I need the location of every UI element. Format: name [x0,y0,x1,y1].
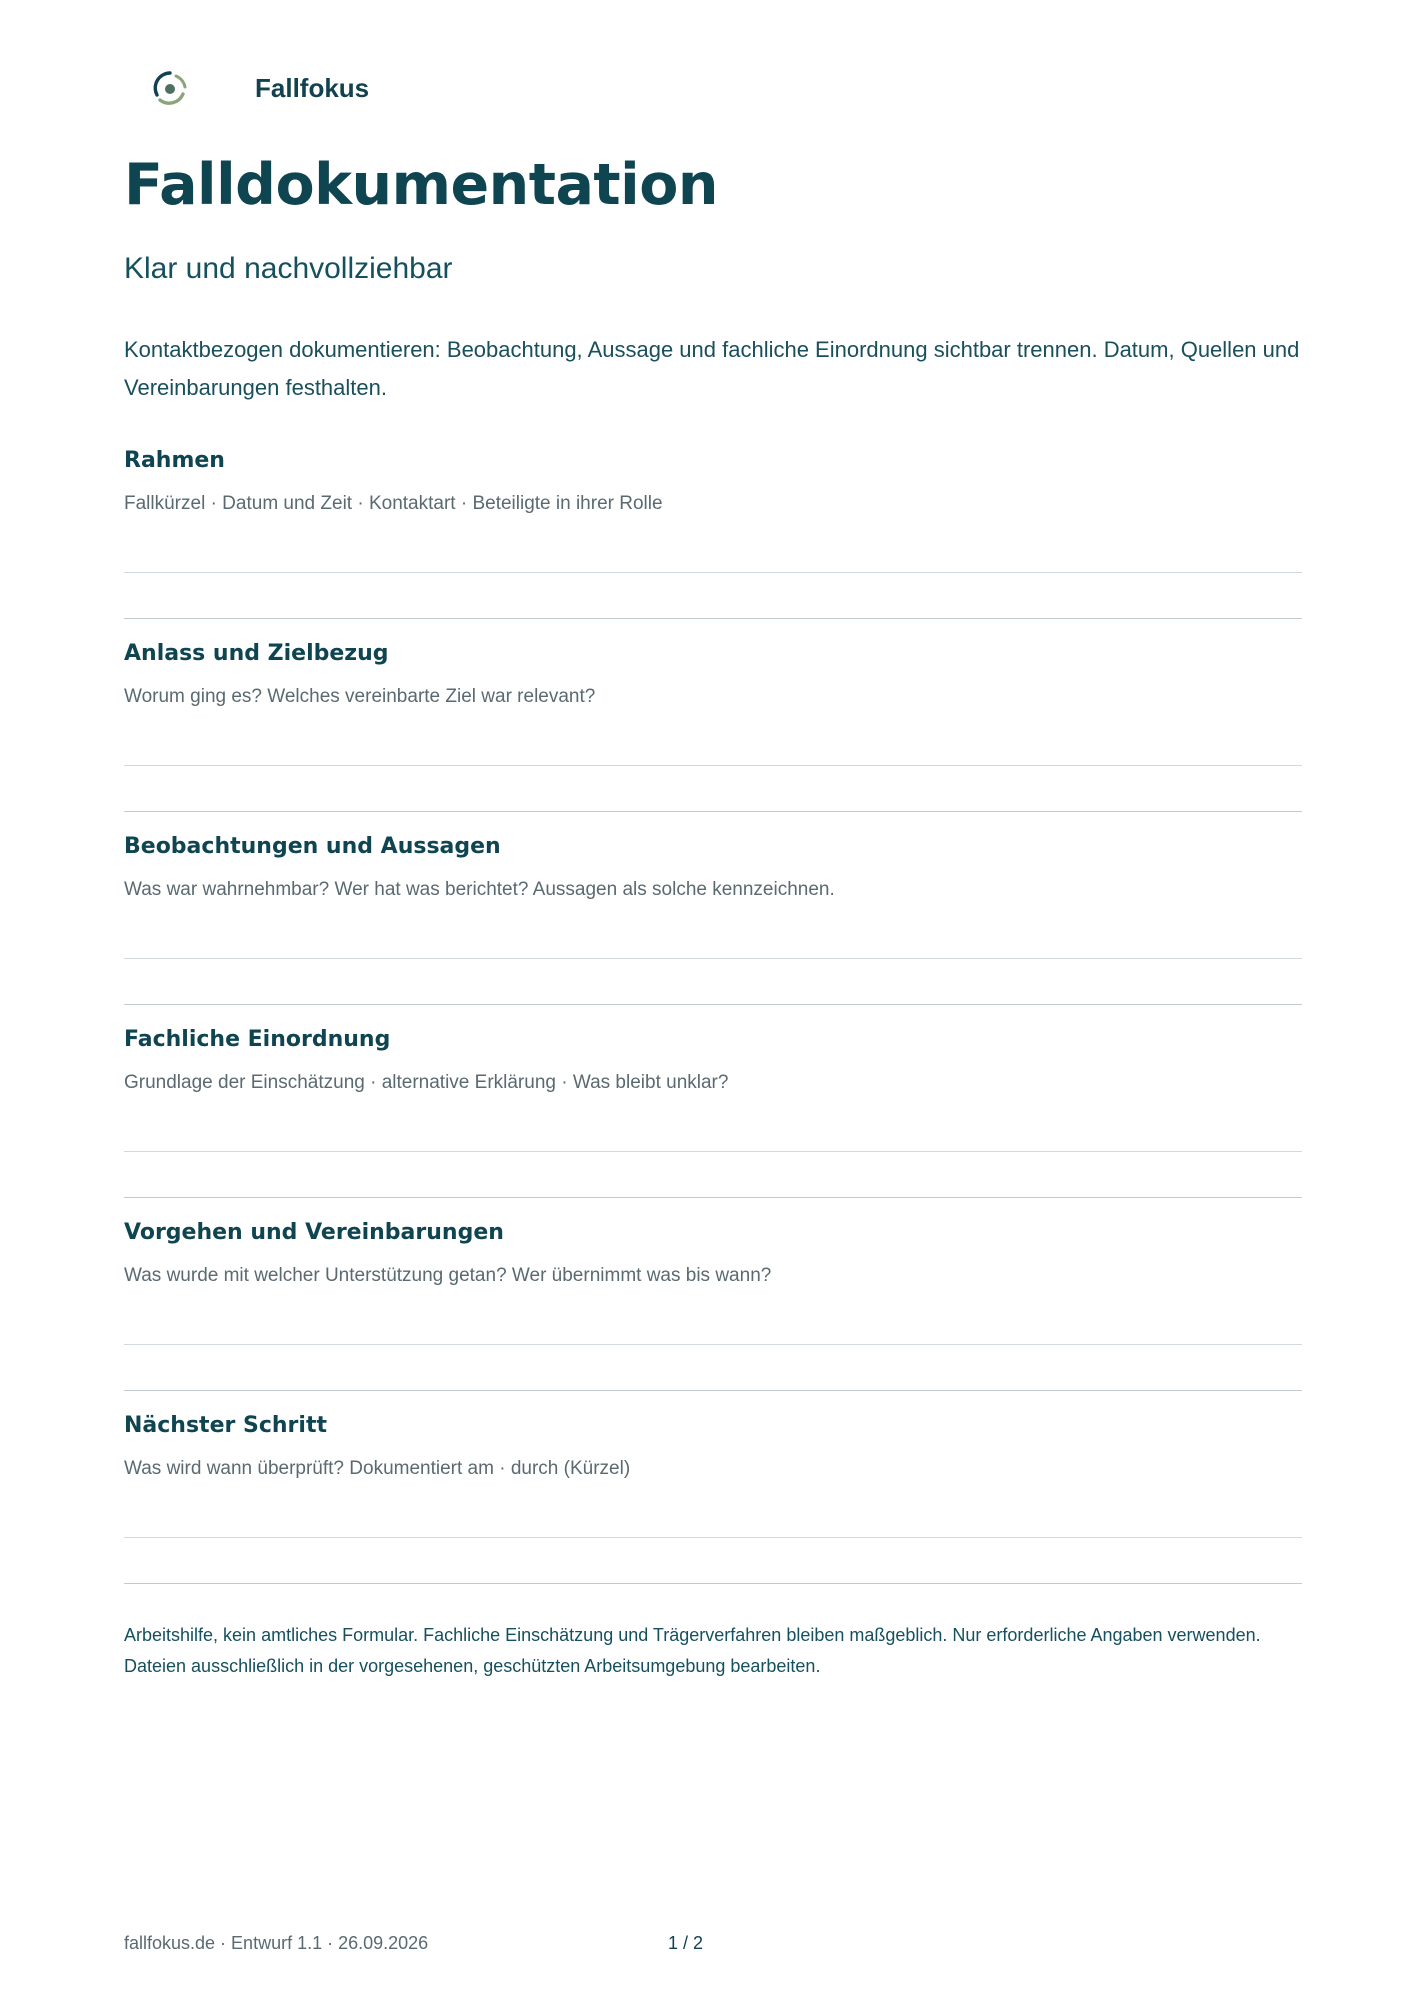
section-divider [124,1197,1302,1198]
writing-line[interactable] [124,1344,1302,1345]
section-heading: Beobachtungen und Aussagen [124,834,501,859]
writing-line[interactable] [124,572,1302,573]
section-hint: Fallkürzel · Datum und Zeit · Kontaktart · Beteiligte in ihrer Rolle [124,493,663,514]
section-hint: Was wurde mit welcher Unterstützung getan? Wer übernimmt was bis wann? [124,1265,772,1286]
brand-header [152,70,370,106]
writing-line[interactable] [124,1537,1302,1538]
disclaimer-text: Arbeitshilfe, kein amtliches Formular. Fachliche Einschätzung und Trägerverfahren bleiben maßgeblich. Nur erforderliche Angaben verwenden. Dateien ausschließlich in der vorgesehenen, geschützten Arbeitsumgebung bearbeiten. [124,1625,1261,1676]
section-heading: Vorgehen und Vereinbarungen [124,1220,504,1245]
section-divider [124,1390,1302,1391]
section-heading: Anlass und Zielbezug [124,641,389,666]
writing-line[interactable] [124,958,1302,959]
section-heading: Fachliche Einordnung [124,1027,391,1052]
intro-text: Kontaktbezogen dokumentieren: Beobachtung, Aussage und fachliche Einordnung sichtbar trennen. Datum, Quellen und Vereinbarungen festhalten. [124,337,1300,400]
writing-line[interactable] [124,1151,1302,1152]
page-title: Falldokumentation [124,152,718,218]
section-hint: Was wird wann überprüft? Dokumentiert am · durch (Kürzel) [124,1458,631,1479]
section-divider [124,618,1302,619]
section-divider [124,1004,1302,1005]
section-hint: Worum ging es? Welches vereinbarte Ziel war relevant? [124,686,596,707]
brand-name: Fallfokus [255,73,370,103]
page-subtitle: Klar und nachvollziehbar [124,252,453,285]
writing-line[interactable] [124,765,1302,766]
footer-meta: fallfokus.de · Entwurf 1.1 · 26.09.2026 [124,1933,429,1953]
section-divider [124,1583,1302,1584]
section-heading: Nächster Schritt [124,1413,327,1438]
leaf-circle-logo-icon [152,70,188,106]
section-hint: Was war wahrnehmbar? Wer hat was berichtet? Aussagen als solche kennzeichnen. [124,879,835,900]
section-heading: Rahmen [124,448,225,473]
section-hint: Grundlage der Einschätzung · alternative Erklärung · Was bleibt unklar? [124,1072,729,1093]
section-divider [124,811,1302,812]
page-number: 1 / 2 [668,1933,704,1953]
